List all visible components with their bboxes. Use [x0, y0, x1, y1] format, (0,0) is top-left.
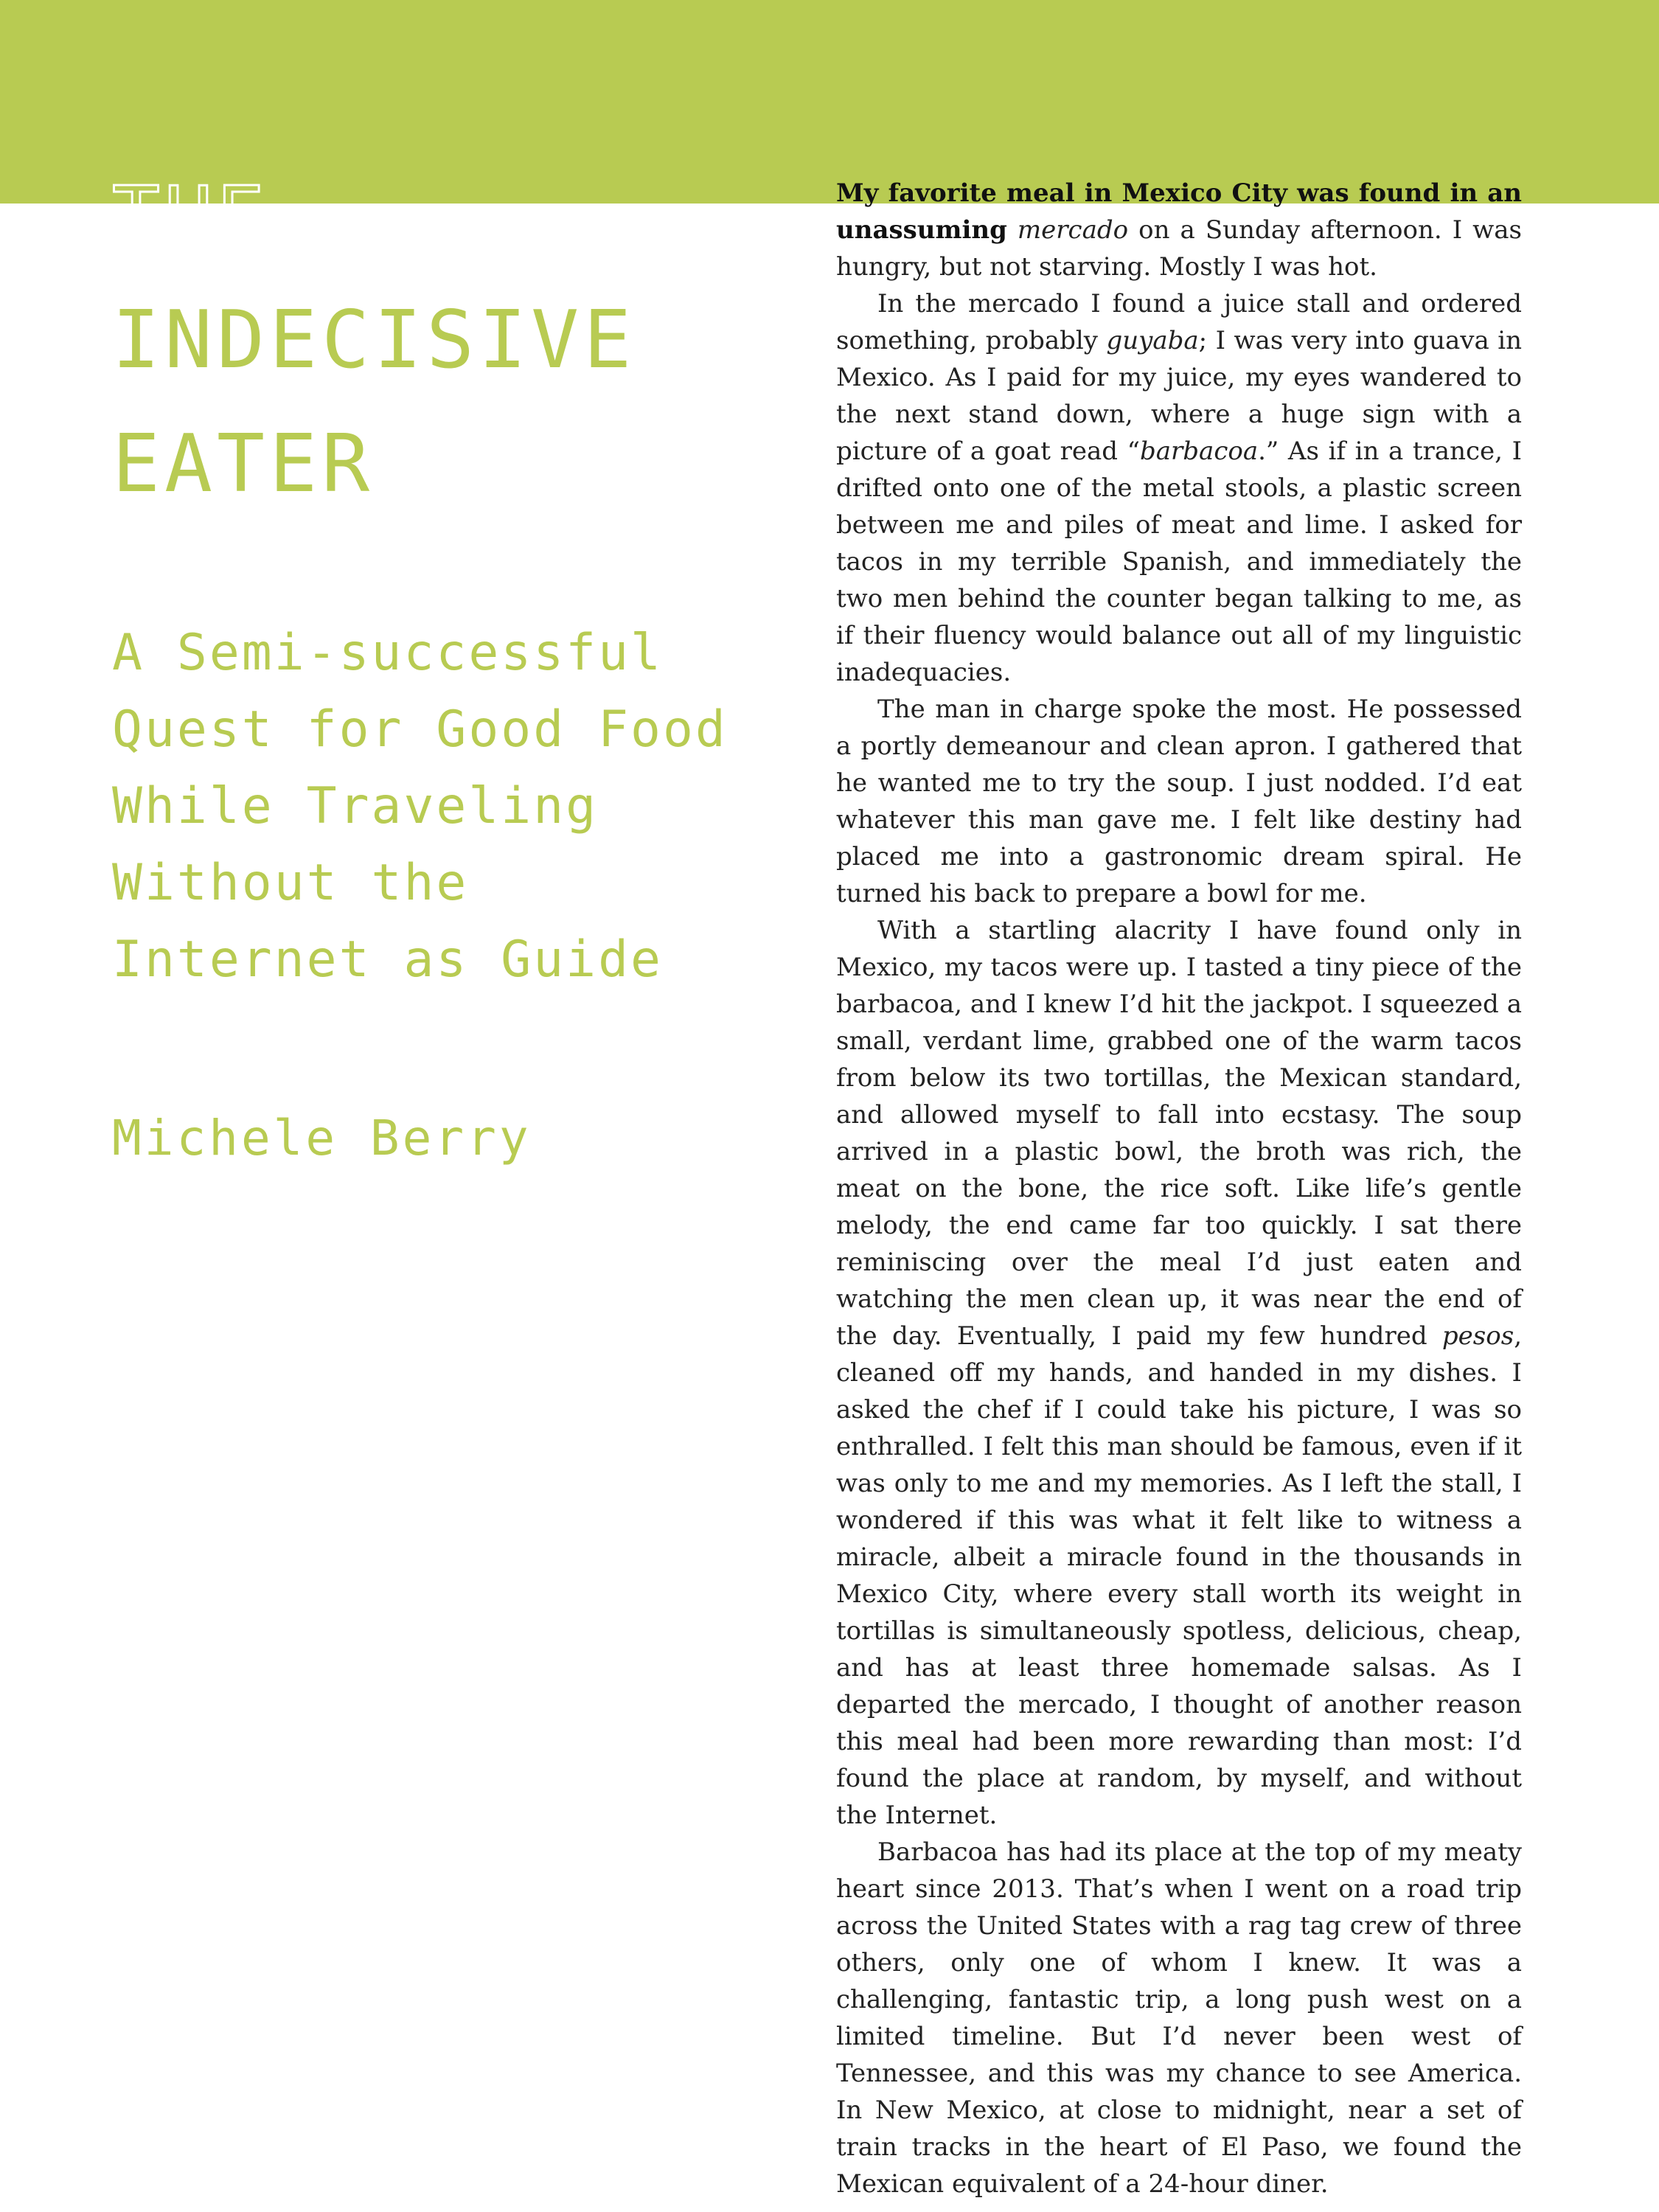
paragraph-text: ; I was very into guava in Mexico. As I paid for my juice, my eyes wandered to the next stand down, where a huge sign with a picture of a goat read “	[836, 326, 1522, 466]
subtitle-line-3: While Traveling	[112, 777, 599, 835]
article-subtitle	[112, 615, 728, 998]
title-line-1: THE	[112, 170, 270, 262]
body-paragraph-4	[836, 912, 1522, 1834]
title-line-3: EATER	[112, 418, 375, 510]
subtitle-line-5: Internet as Guide	[112, 931, 663, 989]
article-title	[112, 155, 636, 526]
italic-term: barbacoa	[1140, 437, 1259, 466]
paragraph-text: With a startling alacrity I have found only in Mexico, my tacos were up. I tasted a tiny piece of the barbacoa, and I knew I’d hit the jackpot. I squeezed a small, verdant lime, grabbed one of the warm tacos from below its two tortillas, the Mexican standard, and allowed myself to fall into ecstasy. The soup arrived in a plastic bowl, the broth was rich, the meat on the bone, the rice soft. Like life’s gentle melody, the end came far too quickly. I sat there reminiscing over the meal I’d just eaten and watching the men clean up, it was near the end of the day. Eventually, I paid my few hundred	[836, 916, 1522, 1351]
author-byline: Michele Berry	[112, 1110, 532, 1166]
title-line-2: INDECISIVE	[112, 294, 636, 386]
subtitle-line-1: A Semi-successful	[112, 624, 663, 682]
italic-term: mercado	[1017, 215, 1129, 245]
subtitle-line-4: Without the	[112, 854, 469, 912]
paragraph-text: , cleaned off my hands, and handed in my dishes. I asked the chef if I could take his picture, I was so enthralled. I felt this man should be famous, even if it was only to me and my memories. As I left the stall, I wondered if this was what it felt like to witness a miracle, albeit a miracle found in the thousands in Mexico City, where every stall worth its weight in tortillas is simultaneously spotless, delicious, cheap, and has at least three homemade salsas. As I departed the mercado, I thought of another reason this meal had been more rewarding than most: I’d found the place at random, by myself, and without the Internet.	[836, 1321, 1522, 1830]
italic-term: guyaba	[1106, 326, 1199, 355]
body-paragraph-5: Barbacoa has had its place at the top of my meaty heart since 2013. That’s when I went on a road trip across the United States with a rag tag crew of three others, only one of whom I knew. It was a challenging, fantastic trip, a long push west on a limited timeline. But I’d never been west of Tennessee, and this was my chance to see America. In New Mexico, at close to midnight, near a set of train tracks in the heart of El Paso, we found the Mexican equivalent of a 24-hour diner.	[836, 1837, 1522, 2199]
paragraph-text: on a Sunday afternoon. I was hungry, but not starving. Mostly I was hot.	[836, 215, 1522, 282]
article-body	[836, 175, 1522, 2202]
body-paragraph-2	[836, 285, 1522, 691]
italic-term: pesos	[1441, 1321, 1514, 1351]
body-paragraph-1	[836, 175, 1522, 285]
body-paragraph-3: The man in charge spoke the most. He possessed a portly demeanour and clean apron. I gathered that he wanted me to try the soup. I just nodded. I’d eat whatever this man gave me. I felt like destiny had placed me into a gastronomic dream spiral. He turned his back to prepare a bowl for me.	[836, 695, 1522, 908]
subtitle-line-2: Quest for Good Food	[112, 700, 728, 759]
lead-in-text: My favorite meal in Mexico City was found in an unassuming	[836, 178, 1522, 245]
paragraph-text: .” As if in a trance, I drifted onto one of the metal stools, a plastic screen between me and piles of meat and lime. I asked for tacos in my terrible Spanish, and immediately the two men behind the counter began talking to me, as if their fluency would balance out all of my linguistic inadequacies.	[836, 437, 1522, 687]
paragraph-text: In the mercado I found a juice stall and ordered something, probably	[836, 289, 1522, 355]
